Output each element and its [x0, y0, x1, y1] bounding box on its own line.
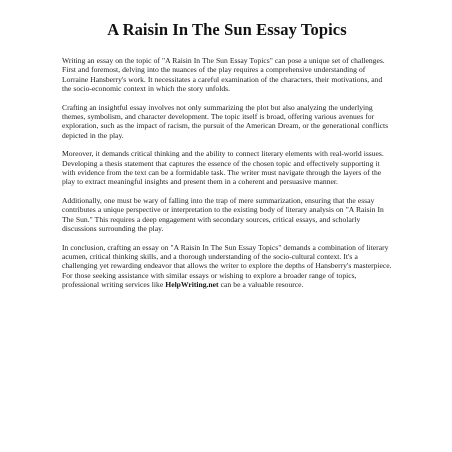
analysis-paragraph: Crafting an insightful essay involves not only summarizing the plot but also analyzing the underlying themes, symbolism, and character development. The topic itself is broad, offering various avenues for exploration, such as the impact of racism, the pursuit of the American Dream, or the generational conflicts depicted in the play. — [62, 102, 389, 140]
summarization-paragraph: Additionally, one must be wary of falling into the trap of mere summarization, ensuring that the essay contributes a unique perspective or interpretation to the existing body of literary analysis on "A Raisin In The Sun." This requires a deep engagement with secondary sources, critical essays, and scholarly discussions surrounding the play. — [62, 195, 384, 234]
conclusion-text-after-link: can be a valuable resource. — [218, 280, 304, 290]
intro-paragraph: Writing an essay on the topic of "A Raisin In The Sun Essay Topics" can pose a unique set of challenges. First and foremost, delving into the nuances of the play requires a comprehensive understanding of Lorraine Hansberry's work. It necessitates a careful examination of the characters, their motivations, and the socio-economic context in which the story unfolds. — [62, 56, 385, 94]
critical-thinking-paragraph: Moreover, it demands critical thinking and the ability to connect literary elements with real-world issues. Developing a thesis statement that captures the essence of the chosen topic and effectively supporting it with evidence from the text can be a formidable task. The writer must navigate through the layers of the play to extract meaningful insights and present them in a coherent and persuasive manner. — [62, 149, 384, 187]
helpwriting-link[interactable]: HelpWriting.net — [165, 280, 219, 290]
essay-page — [62, 20, 392, 299]
conclusion-text-before-link: In conclusion, crafting an essay on "A Raisin In The Sun Essay Topics" demands a combination of literary acumen, critical thinking skills, and a thorough understanding of the socio-cultural context. It's a challenging yet rewarding endeavor that allows the writer to explore the depths of Hansberry's masterpiece. For those seeking assistance with similar essays or wishing to explore a broader range of topics, professional writing services like — [62, 242, 392, 290]
conclusion-paragraph — [62, 243, 392, 290]
page-title: A Raisin In The Sun Essay Topics — [107, 20, 347, 39]
